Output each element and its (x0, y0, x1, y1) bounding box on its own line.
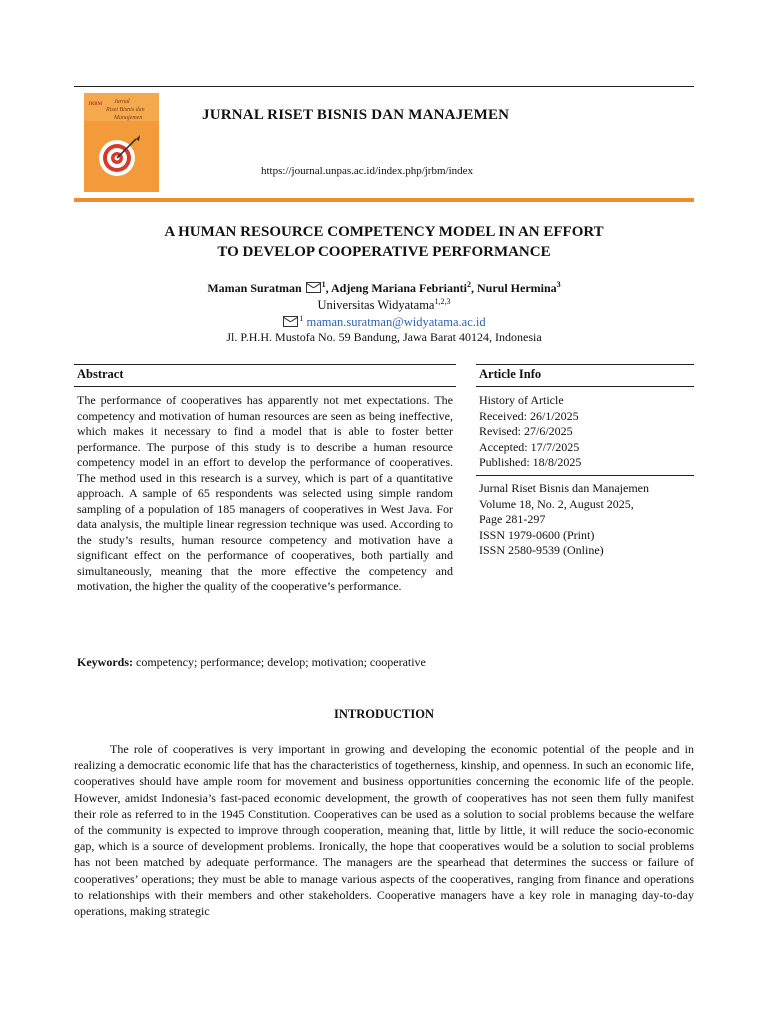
received-date: Received: 26/1/2025 (479, 408, 579, 423)
author-3-sup: 3 (556, 280, 561, 289)
header-accent-rule (74, 198, 694, 202)
introduction-paragraph: The role of cooperatives is very important in growing and developing the economic potential of the people and in realizing a democratic economic life that has the characteristics of togetherness, kinship, and openness. In such an economic life, cooperatives should have ample room for movement and business opportunities concerning the economic life of the people. However, amidst Indonesia’s fast-paced economic development, the growth of cooperatives has not seen them fully manifest their role as referred to in the 1945 Constitution. Cooperatives can be used as a solution to social problems because the welfare of the community is expected to improve through cooperation, meaning that, little by little, it will reduce the socio-economic gap, which is a source of development problems. Ironically, the hope that cooperatives would be a solution to social problems has not been matched by adequate performance. The managers are the spearhead that determines the success or failure of cooperatives’ operations; they must be able to manage various aspects of the cooperatives, ranging from finance and operations to relationships with their members and other stakeholders. Cooperative managers have a key role in managing day-to-day operations, making strategic (74, 742, 694, 919)
journal-url-link[interactable]: https://journal.unpas.ac.id/index.php/jrbm/index (261, 165, 474, 177)
article-info-heading: Article Info (479, 367, 542, 381)
volume-info: Volume 18, No. 2, August 2025, (479, 496, 634, 511)
page-range: Page 281-297 (479, 512, 546, 526)
cover-tag: JRBM (88, 102, 103, 107)
cover-title-line1: Jurnal (114, 99, 130, 105)
introduction-body (74, 741, 694, 919)
address: Jl. P.H.H. Mustofa No. 59 Bandung, Jawa Barat 40124, Indonesia (226, 330, 542, 344)
paper-title-line1: A HUMAN RESOURCE COMPETENCY MODEL IN AN EFFORT (164, 224, 604, 240)
author-2-sup: 2 (467, 280, 471, 289)
cover-title-line3: Manajemen (114, 115, 143, 121)
paper-title-line2: TO DEVELOP COOPERATIVE PERFORMANCE (217, 244, 551, 260)
affiliation (74, 297, 694, 313)
journal-name: JURNAL RISET BISNIS DAN MANAJEMEN (202, 107, 510, 123)
journal-cover-image (84, 93, 159, 192)
abstract-top-rule (74, 364, 456, 365)
issn-online: ISSN 2580-9539 (Online) (479, 543, 604, 557)
keywords (77, 655, 453, 671)
article-info-top-rule (476, 364, 694, 365)
email-sup: 1 (299, 314, 304, 323)
revised-date: Revised: 27/6/2025 (479, 424, 573, 438)
history-label: History of Article (479, 393, 564, 407)
cover-title-line2: Riset Bisnis dan (106, 107, 145, 113)
envelope-icon (283, 316, 298, 327)
abstract-text: The performance of cooperatives has apparently not met expectations. The competency and motivation of human resources are seen as being ineffective, which makes it necessary to find a model that is able to foster better performance. The purpose of this study is to describe a human resource competency model in an effort to develop the performance of cooperatives. The method used in this research is a survey, which is part of a quantitative approach. A sample of 65 respondents was selected using simple random sampling of a population of 185 managers of cooperatives in West Java. For data analysis, the multiple linear regression technique was used. According to the study’s results, human resource competency and motivation have a significant effect on the performance of cooperatives, both partially and simultaneously, meaning that the more effective the competency and motivation, the higher the quality of the cooperative’s performance. (77, 393, 453, 593)
affiliation-name: Universitas Widyatama (317, 298, 435, 313)
keywords-value: competency; performance; develop; motivation; cooperative (136, 655, 426, 669)
publication-info (479, 481, 649, 559)
email-link[interactable]: maman.suratman@widyatama.ac.id (306, 315, 486, 330)
abstract-heading-rule (74, 386, 456, 387)
author-2-name: , Adjeng Mariana Febrianti (325, 281, 467, 295)
introduction-heading: INTRODUCTION (333, 707, 434, 721)
author-1-sup: 1 (321, 280, 326, 289)
envelope-icon (306, 282, 321, 293)
issn-print: ISSN 1979-0600 (Print) (479, 527, 595, 542)
keywords-label: Keywords: (77, 655, 133, 669)
article-info-heading-rule (476, 386, 694, 387)
abstract-heading: Abstract (77, 367, 124, 381)
accepted-date: Accepted: 17/7/2025 (479, 439, 580, 454)
article-history (479, 393, 581, 471)
affiliation-sup: 1,2,3 (434, 297, 451, 306)
journal-title: Jurnal Riset Bisnis dan Manajemen (479, 481, 649, 495)
article-info-divider (476, 475, 694, 476)
author-3-name: , Nurul Hermina (471, 281, 557, 295)
target-icon (96, 133, 142, 179)
author-list (74, 280, 694, 296)
paper-title (74, 222, 694, 262)
published-date: Published: 18/8/2025 (479, 455, 582, 469)
author-1-name: Maman Suratman (207, 281, 302, 295)
corresponding-email (74, 314, 694, 330)
header-top-rule (74, 86, 694, 87)
